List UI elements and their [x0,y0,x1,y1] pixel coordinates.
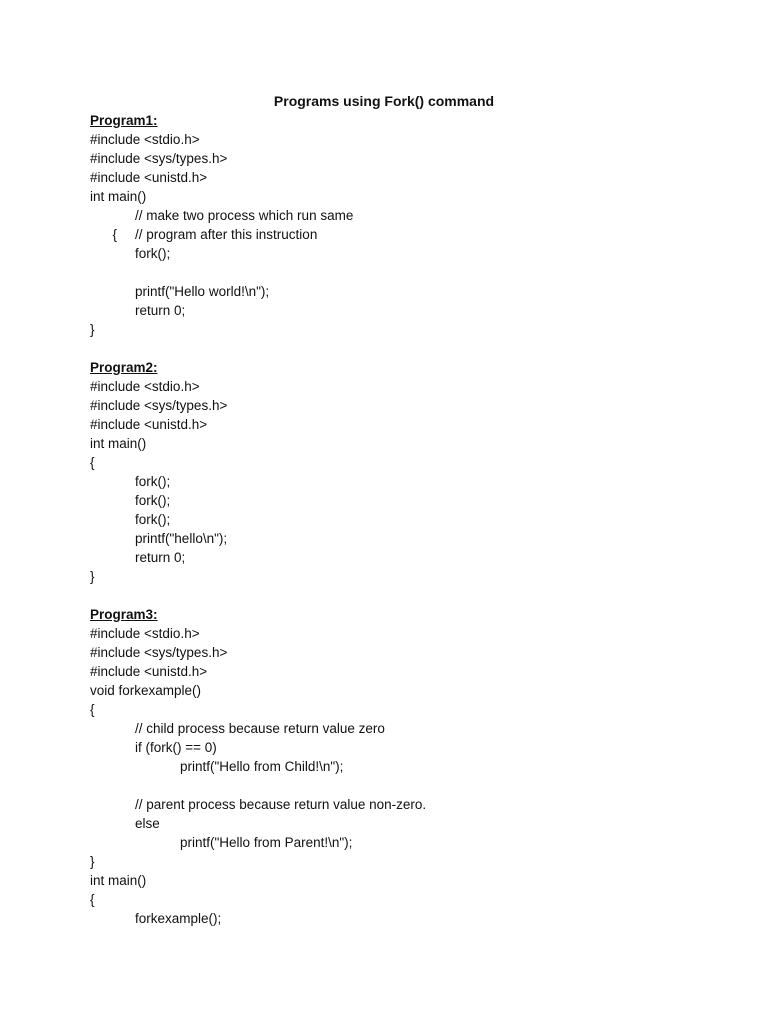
program3-call-forkexample: forkexample(); [135,911,222,926]
program1-comment-line1: // make two process which run same [135,208,354,223]
program2-include-types: #include <sys/types.h> [90,398,228,413]
program3-else-statement: else [135,816,160,831]
page-title: Programs using Fork() command [273,93,495,109]
blank-line [90,339,730,358]
program3-main-signature: int main() [90,873,147,888]
program3-include-unistd: #include <unistd.h> [90,664,208,679]
program3-close-brace: } [90,854,95,869]
program3-function-signature: void forkexample() [90,683,202,698]
program1-open-brace: { [112,227,118,242]
program1-close-brace: } [90,322,95,337]
program3-include-stdio: #include <stdio.h> [90,626,200,641]
blank-line [90,776,730,795]
program1-return: return 0; [135,303,186,318]
program2-return: return 0; [135,550,186,565]
program2-main-signature: int main() [90,436,147,451]
program3-if-statement: if (fork() == 0) [135,740,217,755]
program2-fork-call-3: fork(); [135,512,171,527]
program1-fork-call: fork(); [135,246,171,261]
program1-include-stdio: #include <stdio.h> [90,132,200,147]
program2-include-stdio: #include <stdio.h> [90,379,200,394]
program3-main-open-brace: { [90,892,95,907]
program2-printf: printf("hello\n"); [135,531,228,546]
program1-main-signature: int main() [90,189,147,204]
program2-include-unistd: #include <unistd.h> [90,417,208,432]
program1-include-unistd: #include <unistd.h> [90,170,208,185]
program1-heading: Program1: [90,113,158,128]
program1-include-types: #include <sys/types.h> [90,151,228,166]
program3-comment-parent: // parent process because return value non-zero. [135,797,427,812]
program3-include-types: #include <sys/types.h> [90,645,228,660]
program2-fork-call-2: fork(); [135,493,171,508]
program2-heading: Program2: [90,360,158,375]
blank-line [90,586,730,605]
program2-close-brace: } [90,569,95,584]
program1-printf: printf("Hello world!\n"); [135,284,270,299]
program3-comment-child: // child process because return value zero [135,721,385,736]
program3-open-brace: { [90,702,95,717]
program2-fork-call-1: fork(); [135,474,171,489]
program3-printf-child: printf("Hello from Child!\n"); [180,759,344,774]
program3-heading: Program3: [90,607,158,622]
document-body [90,111,730,928]
program2-open-brace: { [90,455,95,470]
program1-comment-line2: // program after this instruction [135,227,318,242]
program3-printf-parent: printf("Hello from Parent!\n"); [180,835,353,850]
blank-line [90,263,730,282]
